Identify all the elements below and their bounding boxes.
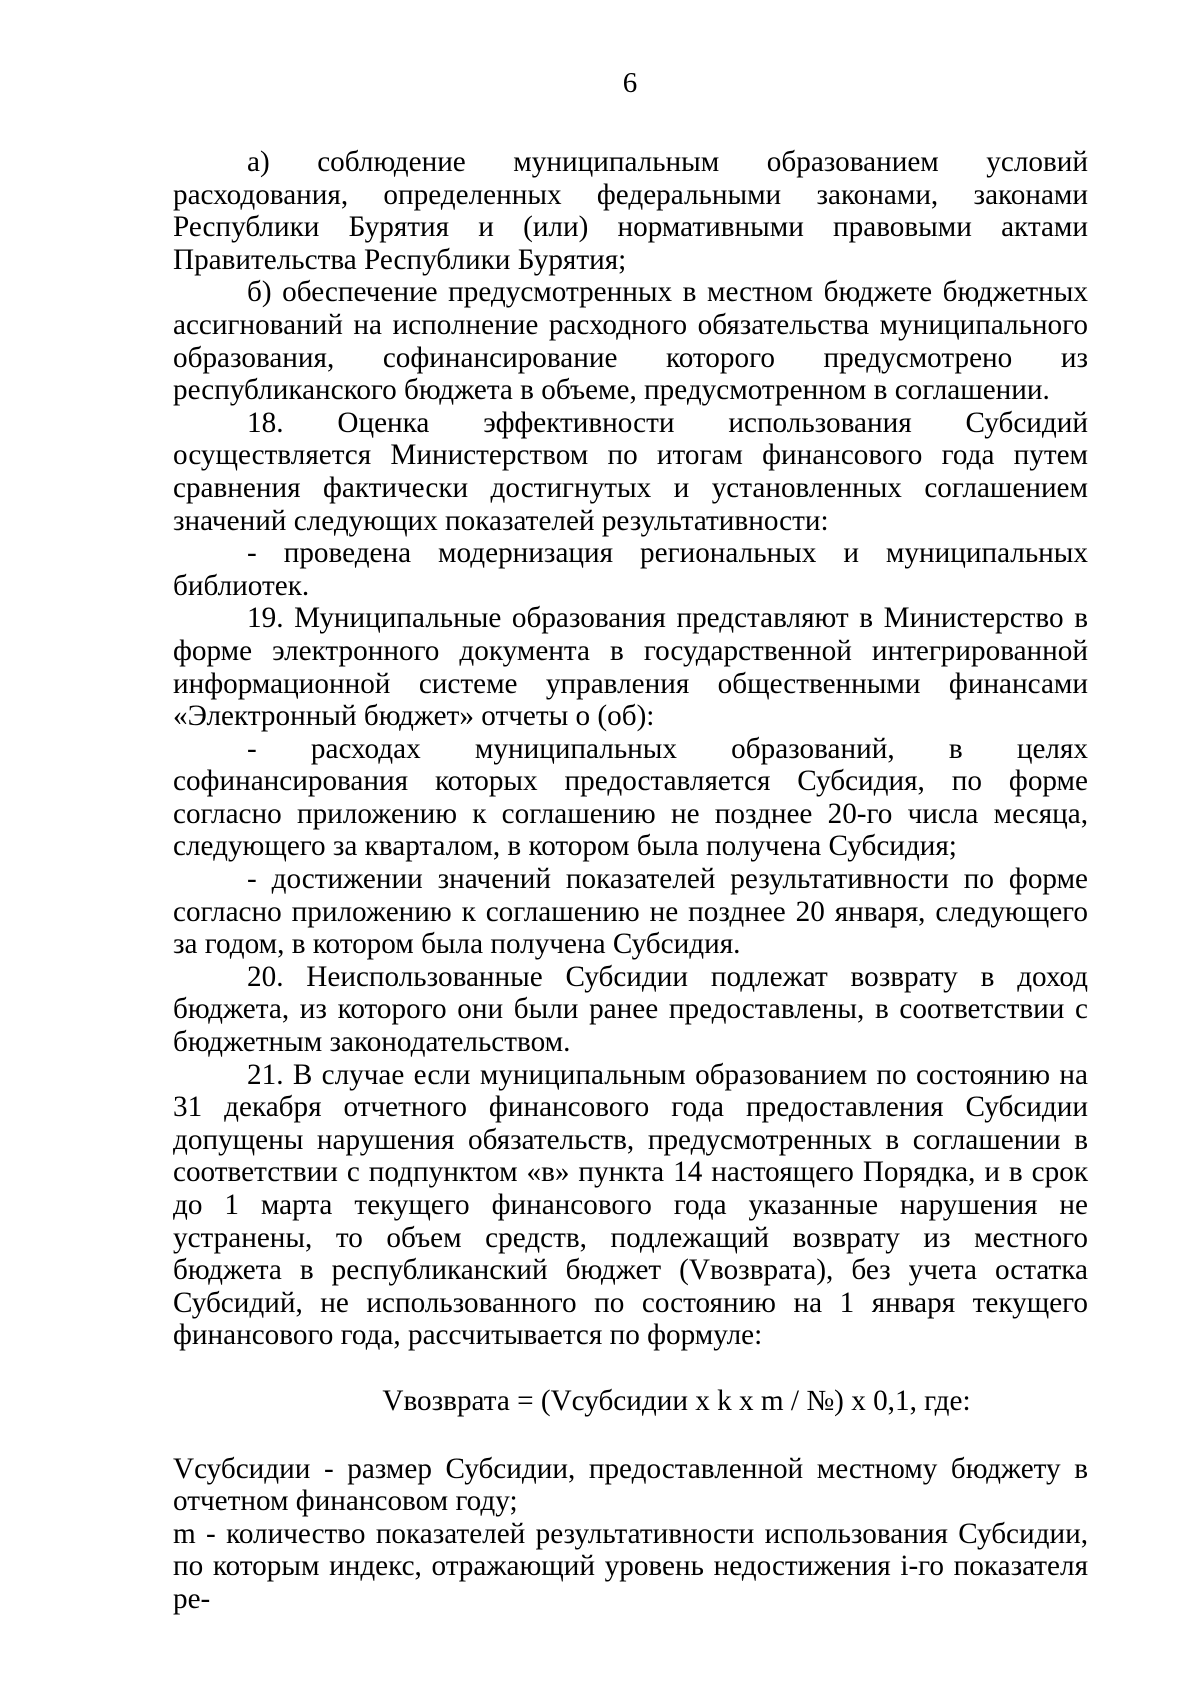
paragraph-b: б) обеспечение предусмотренных в местном бюджете бюджетных ассигнований на исполнение расходного обязательства муниципального образования, софинансирование которого предусмотрено из республиканского бюджета в объеме, предусмотренном в соглашении. <box>173 276 1088 407</box>
paragraph-a: а) соблюдение муниципальным образованием условий расходования, определенных федеральными законами, законами Республики Бурятия и (или) нормативными правовыми актами Правительства Республики Бурятия; <box>173 146 1088 276</box>
paragraph-19-indicators: - достижении значений показателей результативности по форме согласно приложению к соглашению не позднее 20 января, следующего за годом, в котором была получена Субсидия. <box>173 863 1088 961</box>
definition-vsubsidy: Vсубсидии - размер Субсидии, предоставленной местному бюджету в отчетном финансовом году; <box>173 1452 1088 1518</box>
paragraph-19: 19. Муниципальные образования представляют в Министерство в форме электронного документа в государственной интегрированной информационной системе управления общественными финансами «Электронный бюджет» отчеты о (об): <box>173 602 1088 733</box>
document-body <box>173 146 1088 1616</box>
paragraph-20: 20. Неиспользованные Субсидии подлежат возврату в доход бюджета, из которого они были ранее предоставлены, в соответствии с бюджетным законодательством. <box>173 960 1088 1059</box>
paragraph-19-expenses: - расходах муниципальных образований, в целях софинансирования которых предоставляется Субсидия, по форме согласно приложению к соглашению не позднее 20-го числа месяца, следующего за кварталом, в котором была получена Субсидия; <box>173 732 1088 863</box>
definition-m: m - количество показателей результативности использования Субсидии, по которым индекс, отражающий уровень недостижения i-го показателя ре- <box>173 1517 1088 1615</box>
paragraph-21: 21. В случае если муниципальным образованием по состоянию на 31 декабря отчетного финансового года предоставления Субсидии допущены нарушения обязательств, предусмотренных в соглашении в соответствии с подпунктом «в» пункта 14 настоящего Порядка, и в срок до 1 марта текущего финансового года указанные нарушения не устранены, то объем средств, подлежащий возврату из местного бюджета в республиканский бюджет (Vвозврата), без учета остатка Субсидий, не использованного по состоянию на 1 января текущего финансового года, рассчитывается по формуле: <box>173 1058 1088 1352</box>
paragraph-18-indicator: - проведена модернизация региональных и муниципальных библиотек. <box>173 537 1088 602</box>
page-number: 6 <box>622 67 638 99</box>
refund-formula: Vвозврата = (Vсубсидии x k x m / №) x 0,1, где: <box>382 1384 971 1417</box>
paragraph-18: 18. Оценка эффективности использования Субсидий осуществляется Министерством по итогам финансового года путем сравнения фактически достигнутых и установленных соглашением значений следующих показателей результативности: <box>173 406 1088 537</box>
